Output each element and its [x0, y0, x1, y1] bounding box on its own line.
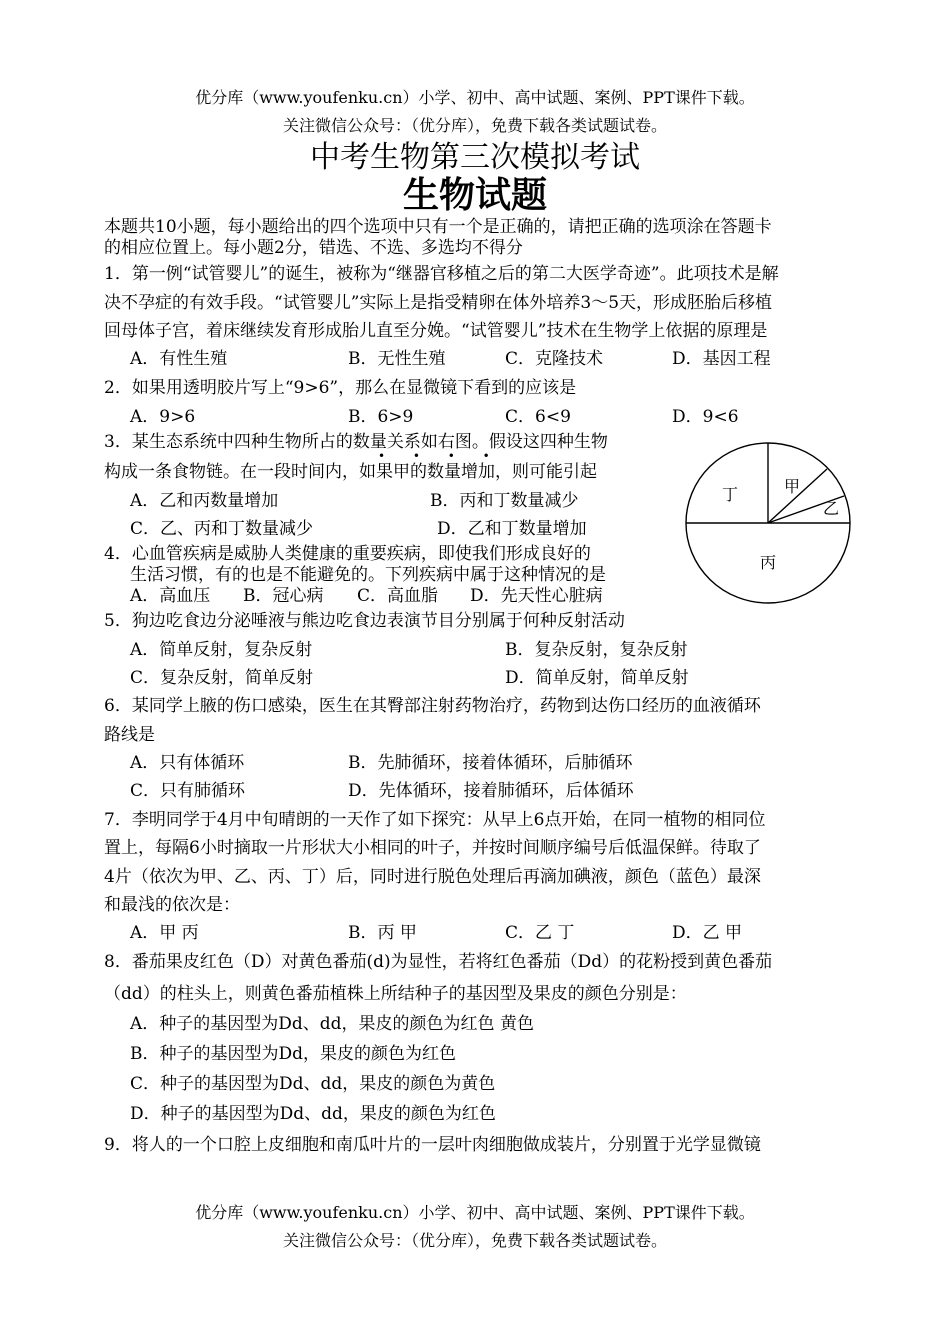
header-line-1: 优分库（www.youfenku.cn）小学、初中、高中试题、案例、PPT课件下载。: [195, 88, 755, 107]
q7-option-c[interactable]: C．乙 丁: [505, 923, 575, 943]
q2-option-c[interactable]: C．6<9: [505, 407, 571, 427]
q6-line-2: 路线是: [104, 725, 155, 745]
q7-line-2: 置上，每隔6小时摘取一片形状大小相同的叶子，并按时间顺序编号后低温保鲜。待取了: [104, 838, 761, 858]
q1-line-3: 回母体子宫，着床继续发育形成胎儿直至分娩。“试管婴儿”技术在生物学上依据的原理是: [104, 321, 768, 341]
q2-option-a[interactable]: A．9>6: [130, 407, 196, 427]
header-line-2: 关注微信公众号：（优分库），免费下载各类试题试卷。: [282, 116, 667, 135]
q2-option-b[interactable]: B．6>9: [348, 407, 414, 427]
q1-option-c[interactable]: C．克隆技术: [505, 349, 604, 369]
q8-option-b[interactable]: B．种子的基因型为Dd，果皮的颜色为红色: [130, 1044, 457, 1064]
q4-option-b[interactable]: B．冠心病: [243, 586, 324, 606]
q1-option-a[interactable]: A．有性生殖: [130, 349, 228, 369]
instructions-line-1: 本题共10小题，每小题给出的四个选项中只有一个是正确的，请把正确的选项涂在答题卡: [104, 217, 772, 237]
q5-option-c[interactable]: C．复杂反射，简单反射: [130, 668, 314, 688]
q1-line-2: 决不孕症的有效手段。“试管婴儿”实际上是指受精卵在体外培养3～5天，形成胚胎后移植: [104, 293, 773, 313]
q7-option-b[interactable]: B．丙 甲: [348, 923, 417, 943]
pie-label-yi: 乙: [823, 499, 840, 518]
q1-option-d[interactable]: D．基因工程: [672, 349, 771, 369]
q3-option-b[interactable]: B．丙和丁数量减少: [430, 491, 579, 511]
q3-line-2: 构成一条食物链。在一段时间内，如果甲的数量增加，则可能引起: [104, 462, 597, 482]
q6-option-b[interactable]: B．先肺循环，接着体循环，后肺循环: [348, 753, 633, 773]
pie-label-ding: 丁: [722, 485, 739, 504]
q3-option-c[interactable]: C．乙、丙和丁数量减少: [130, 519, 314, 539]
instructions-line-2: 的相应位置上。每小题2分，错选、不选、多选均不得分: [104, 238, 523, 258]
pie-label-bing: 丙: [760, 553, 777, 572]
q3-option-d[interactable]: D．乙和丁数量增加: [437, 519, 587, 539]
pie-label-jia: 甲: [784, 477, 801, 496]
page-title: 中考生物第三次模拟考试: [310, 140, 640, 175]
q5-option-d[interactable]: D．简单反射，简单反射: [505, 668, 689, 688]
q3-emphasis-dots: • • • •: [378, 449, 502, 463]
q2-line-1: 2．如果用透明胶片写上“9>6”，那么在显微镜下看到的应该是: [104, 378, 577, 398]
q7-option-a[interactable]: A．甲 丙: [130, 923, 199, 943]
q4-line-2: 生活习惯，有的也是不能避免的。下列疾病中属于这种情况的是: [130, 565, 606, 585]
q4-line-1: 4．心血管疾病是威胁人类健康的重要疾病，即使我们形成良好的: [104, 544, 591, 564]
q1-option-b[interactable]: B．无性生殖: [348, 349, 446, 369]
q8-line-1: 8．番茄果皮红色（D）对黄色番茄(d)为显性，若将红色番茄（Dd）的花粉授到黄色番茄: [104, 952, 773, 972]
q8-option-a[interactable]: A．种子的基因型为Dd、dd，果皮的颜色为红色 黄色: [130, 1014, 534, 1034]
q7-line-3: 4片（依次为甲、乙、丙、丁）后，同时进行脱色处理后再滴加碘液，颜色（蓝色）最深: [104, 867, 761, 887]
q6-option-c[interactable]: C．只有肺循环: [130, 781, 246, 801]
q4-option-c[interactable]: C．高血脂: [357, 586, 439, 606]
q7-option-d[interactable]: D．乙 甲: [672, 923, 743, 943]
q6-option-a[interactable]: A．只有体循环: [130, 753, 245, 773]
q6-option-d[interactable]: D．先体循环，接着肺循环，后体循环: [348, 781, 634, 801]
q3-pie-figure: [684, 412, 854, 606]
q5-option-a[interactable]: A．简单反射，复杂反射: [130, 640, 313, 660]
q8-line-2: （dd）的柱头上，则黄色番茄植株上所结种子的基因型及果皮的颜色分别是：: [104, 984, 687, 1004]
page-subtitle: 生物试题: [402, 175, 547, 216]
q4-option-a[interactable]: A．高血压: [130, 586, 211, 606]
footer-line-2: 关注微信公众号：（优分库），免费下载各类试题试卷。: [282, 1231, 667, 1250]
q1-line-1: 1．第一例“试管婴儿”的诞生，被称为“继器官移植之后的第二大医学奇迹”。此项技术是解: [104, 264, 779, 284]
q3-line-1: 3．某生态系统中四种生物所占的数量关系如右图。假设这四种生物: [104, 432, 608, 452]
q6-line-1: 6．某同学上腋的伤口感染，医生在其臀部注射药物治疗，药物到达伤口经历的血液循环: [104, 696, 761, 716]
footer-line-1: 优分库（www.youfenku.cn）小学、初中、高中试题、案例、PPT课件下载。: [195, 1203, 755, 1222]
q2-option-d[interactable]: D．9<6: [672, 407, 739, 427]
q5-option-b[interactable]: B．复杂反射，复杂反射: [505, 640, 688, 660]
q8-option-d[interactable]: D．种子的基因型为Dd、dd，果皮的颜色为红色: [130, 1104, 496, 1124]
q8-option-c[interactable]: C．种子的基因型为Dd、dd，果皮的颜色为黄色: [130, 1074, 496, 1094]
q3-option-a[interactable]: A．乙和丙数量增加: [130, 491, 279, 511]
q9-line-1: 9．将人的一个口腔上皮细胞和南瓜叶片的一层叶肉细胞做成装片，分别置于光学显微镜: [104, 1135, 761, 1155]
q4-option-d[interactable]: D．先天性心脏病: [470, 586, 603, 606]
q7-line-1: 7．李明同学于4月中旬晴朗的一天作了如下探究：从早上6点开始，在同一植物的相同位: [104, 810, 766, 830]
q7-line-4: 和最浅的依次是：: [104, 895, 240, 915]
q5-line-1: 5．狗边吃食边分泌唾液与熊边吃食边表演节目分别属于何种反射活动: [104, 611, 625, 631]
